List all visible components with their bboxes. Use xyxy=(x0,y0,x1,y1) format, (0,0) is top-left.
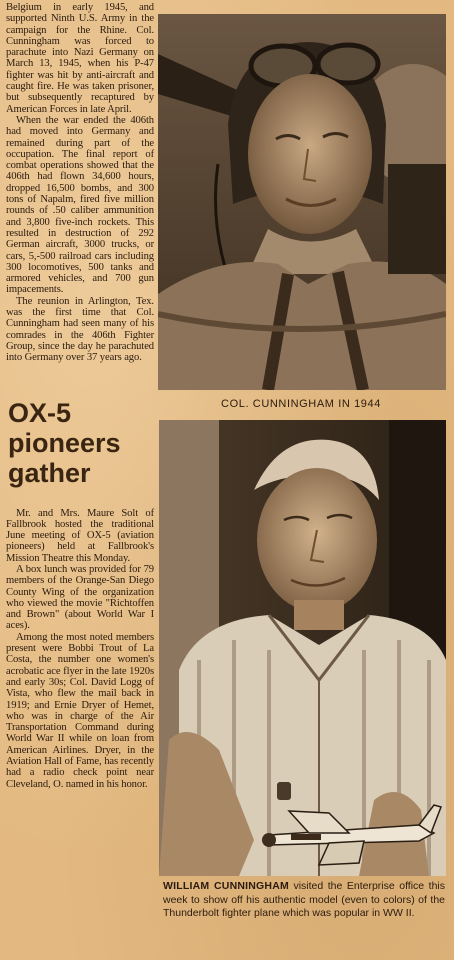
photo-cunningham-1944 xyxy=(158,14,446,390)
photo2-caption xyxy=(163,880,445,921)
headline-line: pioneers xyxy=(8,427,121,458)
headline-line: gather xyxy=(8,457,91,488)
article-paragraph: The reunion in Arlington, Tex. was the first time that Col. Cunningham had seen many of his comrades in the 406th Fighter Group, since the day he parachuted into Germany over 37 years ago. xyxy=(6,295,154,364)
photo-cunningham-with-model xyxy=(159,420,446,876)
left-column xyxy=(6,2,154,790)
article-paragraph: Mr. and Mrs. Maure Solt of Fallbrook hosted the traditional June meeting of OX-5 (aviation pioneers) held at Fallbrook's Mission Theatre this Monday. xyxy=(6,507,154,564)
headline-line: OX-5 xyxy=(8,397,72,428)
article-paragraph: A box lunch was provided for 79 members of the Orange-San Diego County Wing of the organization who viewed the movie "Richtoffen and Brown" (about World War I aces). xyxy=(6,563,154,632)
caption-text: visited the Enterprise office this week to show off his authentic model (even to colors) of the Thunderbolt fighter plane which was popular in WW II. xyxy=(163,880,445,919)
article-paragraph: Belgium in early 1945, and supported Ninth U.S. Army in the campaign for the Rhine. Col. Cunningham was forced to parachute into Nazi Germany on March 13, 1945, when his P-47 fighter was hit by anti-aircraft and caught fire. He was taken prisoner, but subsequently recaptured by American Forces in late April. xyxy=(6,2,154,115)
article-paragraph: When the war ended the 406th had moved into Germany and remained during part of the occupation. The final report of combat operations showed that the 406th had flown 34,600 hours, dropped 16,500 bombs, and 300 tons of Napalm, fired five million rounds of .50 caliber ammunition and 3,800 five-inch rockets. This resulted in destruction of 292 German aircraft, 3000 trucks, or cars, 5,-500 railroad cars including 300 locomotives, 500 tanks and armored vehicles, and 700 gun impacements. xyxy=(6,114,154,296)
article-paragraph: Among the most noted members present were Bobbi Trout of La Costa, the number one women's acrobatic ace flyer in the late 1920s and early 30s; Col. David Logg of Vista, who flew the mail back in 1919; and Ernie Dryer of Hemet, who was in charge of the Air Transportation Command during World War II while on loan from American Airlines. Dryer, in the Aviation Hall of Fame, has recently had a radio check point near Cleveland, O. named in his honor. xyxy=(6,631,154,790)
ox5-headline xyxy=(8,398,154,488)
photo1-caption: COL. CUNNINGHAM IN 1944 xyxy=(221,398,381,410)
caption-name: WILLIAM CUNNINGHAM xyxy=(163,880,289,892)
